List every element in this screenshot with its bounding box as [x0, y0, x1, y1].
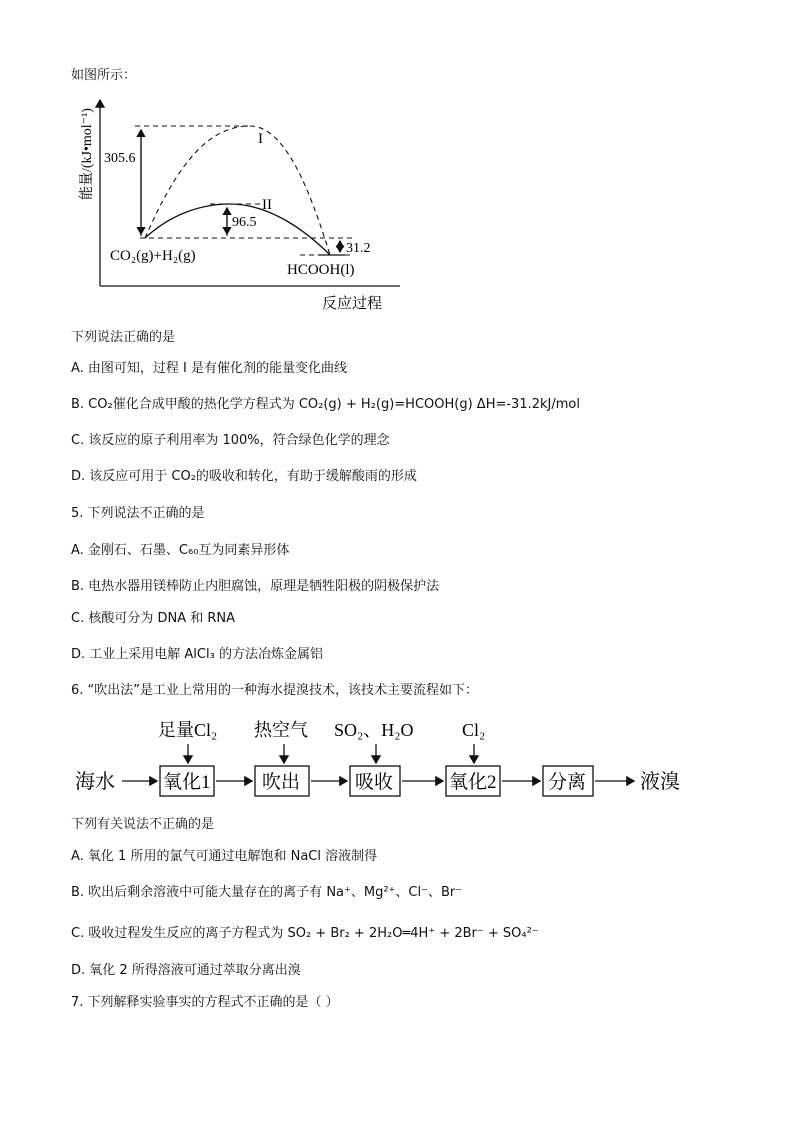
- x-axis-label: 反应过程: [322, 296, 383, 312]
- flow-input-4: Cl₂: [462, 720, 486, 740]
- q4-option-c: C. 该反应的原子利用率为 100%，符合绿色化学的理念: [71, 433, 390, 448]
- q6-option-b: B. 吹出后剩余溶液中可能大量存在的离子有 Na⁺、Mg²⁺、Cl⁻、Br⁻: [71, 885, 463, 900]
- energy-diagram: [0, 0, 794, 320]
- q6-option-c: C. 吸收过程发生反应的离子方程式为 SO₂ + Br₂ + 2H₂O═4H⁺ + 2Br⁻ + SO₄²⁻: [71, 926, 539, 941]
- q5-option-d: D. 工业上采用电解 AlCl₃ 的方法冶炼金属铝: [71, 647, 323, 662]
- q5-option-b: B. 电热水器用镁棒防止内胆腐蚀，原理是牺牲阳极的阴极保护法: [71, 579, 440, 594]
- q7-stem: 7. 下列解释实验事实的方程式不正确的是（ ）: [71, 995, 339, 1010]
- q6-stem: 6. “吹出法”是工业上常用的一种海水提溴技术，该技术主要流程如下：: [71, 683, 479, 698]
- flow-step-4: 氧化2: [449, 772, 497, 793]
- flow-step-5: 分离: [548, 772, 587, 793]
- q4-option-a: A. 由图可知，过程 I 是有催化剂的能量变化曲线: [71, 361, 348, 376]
- flow-input-3: SO₂、H₂O: [334, 720, 414, 740]
- flow-step-2: 吹出: [262, 772, 301, 793]
- intro-text: 如图所示：: [71, 68, 137, 83]
- q5-option-a: A. 金刚石、石墨、C₆₀互为同素异形体: [71, 543, 290, 558]
- flow-input-2: 热空气: [254, 720, 308, 740]
- q5-stem: 5. 下列说法不正确的是: [71, 506, 205, 521]
- label-31: 31.2: [346, 241, 371, 256]
- reactant-label: CO₂(g)+H₂(g): [110, 248, 196, 264]
- q5-option-c: C. 核酸可分为 DNA 和 RNA: [71, 611, 236, 626]
- flow-start: 海水: [75, 771, 115, 793]
- curve-2-label: II: [262, 197, 272, 213]
- flow-input-1: 足量Cl₂: [158, 720, 218, 740]
- label-96: 96.5: [232, 215, 257, 230]
- flow-step-1: 氧化1: [163, 772, 211, 793]
- curve-1-label: I: [258, 131, 263, 147]
- q6-option-a: A. 氧化 1 所用的氯气可通过电解饱和 NaCl 溶液制得: [71, 849, 378, 864]
- q4-option-b: B. CO₂催化合成甲酸的热化学方程式为 CO₂(g) + H₂(g)=HCOOH(g) ΔH=-31.2kJ/mol: [71, 397, 580, 412]
- flow-end: 液溴: [640, 771, 680, 793]
- q4-option-d: D. 该反应可用于 CO₂的吸收和转化，有助于缓解酸雨的形成: [71, 469, 417, 484]
- label-305: 305.6: [104, 151, 136, 166]
- flow-diagram: [0, 708, 794, 818]
- q6-sub-stem: 下列有关说法不正确的是: [71, 817, 215, 832]
- curve-1: [145, 126, 330, 255]
- q4-stem: 下列说法正确的是: [71, 330, 176, 345]
- q6-option-d: D. 氧化 2 所得溶液可通过萃取分离出溴: [71, 963, 301, 978]
- y-axis-label: 能量/(kJ•mol⁻¹): [80, 108, 95, 200]
- flow-step-3: 吸收: [355, 772, 394, 793]
- product-label: HCOOH(l): [287, 262, 355, 278]
